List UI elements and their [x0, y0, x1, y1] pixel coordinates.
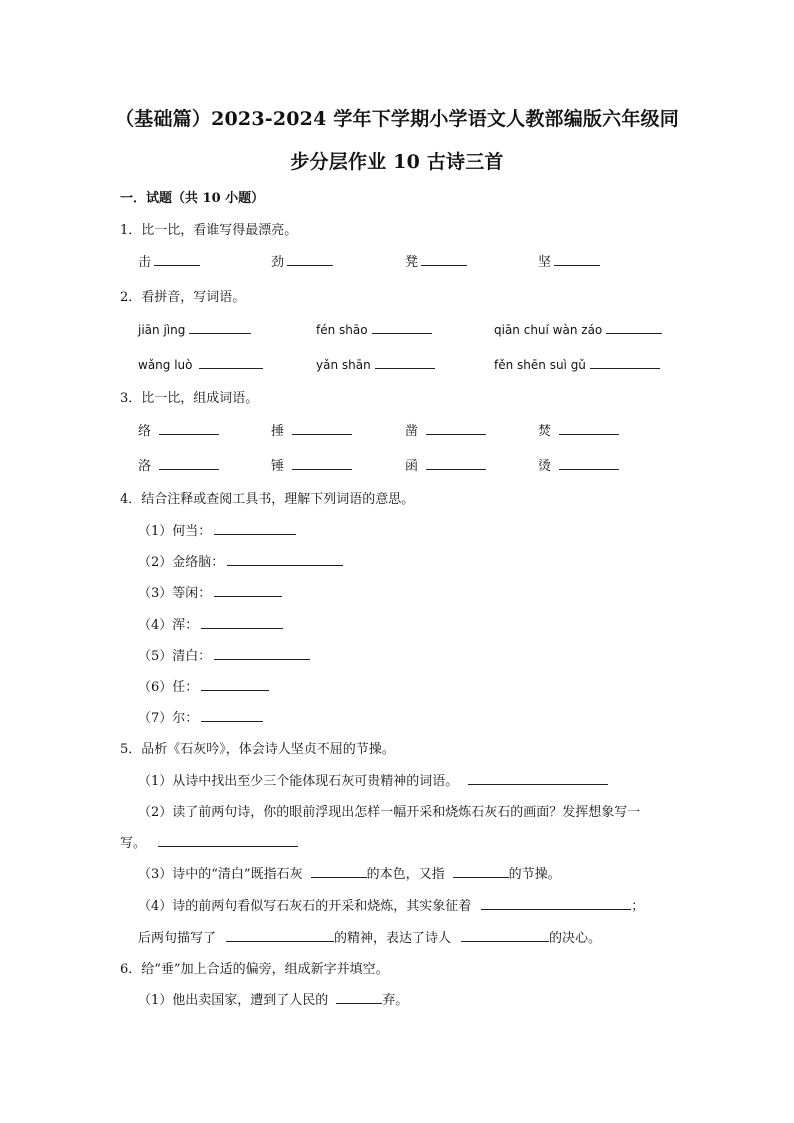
q2-pinyin: yǎn shān: [316, 358, 371, 372]
q4-sub-1: [138, 520, 296, 539]
q1-char: 坚: [538, 255, 552, 270]
q3-char: 函: [405, 459, 419, 474]
answer-blank[interactable]: [590, 354, 660, 369]
q3-item-4: [538, 420, 619, 439]
q5-sub-3-text: 的节操。: [508, 867, 561, 882]
q2-item-4: [138, 354, 263, 373]
q4-term: （1）何当：: [138, 524, 212, 539]
answer-blank[interactable]: [481, 895, 631, 910]
q5-sub-3: [138, 863, 561, 882]
q5-sub-1: [138, 770, 608, 789]
q3-char: 锤: [271, 459, 285, 474]
q5-sub-1-text: （1）从诗中找出至少三个能体现石灰可贵精神的词语。: [138, 774, 459, 789]
answer-blank[interactable]: [201, 614, 283, 629]
answer-blank[interactable]: [421, 251, 467, 266]
q2-item-2: [316, 319, 432, 338]
answer-blank[interactable]: [461, 927, 549, 942]
q5-sub-2-continuation: [120, 832, 298, 851]
q5-sub-4-text: ；: [631, 899, 645, 914]
q5-sub-2-tail: 写。: [120, 836, 147, 851]
q4-term: （2）金络脑：: [138, 555, 225, 570]
q3-item-8: [538, 455, 619, 474]
answer-blank[interactable]: [287, 251, 333, 266]
answer-blank[interactable]: [375, 354, 435, 369]
answer-blank[interactable]: [214, 582, 282, 597]
q5-sub-4-text: 后两句描写了: [138, 931, 217, 946]
q2-pinyin: qiān chuí wàn záo: [494, 323, 603, 337]
answer-blank[interactable]: [311, 863, 367, 878]
q3-char: 凿: [405, 424, 419, 439]
q2-pinyin: fěn shēn suì gǔ: [494, 358, 586, 372]
q4-term: （5）清白：: [138, 649, 212, 664]
question-5-stem: 5．品析《石灰吟》，体会诗人坚贞不屈的节操。: [120, 742, 395, 757]
q5-sub-4-continuation: [138, 927, 601, 946]
question-2-stem: 2．看拼音，写词语。: [120, 290, 246, 305]
q4-term: （4）浑：: [138, 618, 199, 633]
answer-blank[interactable]: [201, 676, 269, 691]
answer-blank[interactable]: [426, 420, 486, 435]
q6-sub-1-text: （1）他出卖国家，遭到了人民的: [138, 993, 329, 1008]
q4-sub-7: [138, 707, 263, 726]
q1-char: 击: [138, 255, 152, 270]
answer-blank[interactable]: [554, 251, 600, 266]
q5-sub-4-text: 的精神，表达了诗人: [334, 931, 452, 946]
answer-blank[interactable]: [158, 832, 298, 847]
answer-blank[interactable]: [606, 319, 662, 334]
q4-sub-2: [138, 551, 343, 570]
question-3-stem: 3．比一比，组成词语。: [120, 391, 259, 406]
q2-pinyin: jiān jìng: [138, 323, 186, 337]
q4-sub-4: [138, 614, 283, 633]
answer-blank[interactable]: [154, 251, 200, 266]
answer-blank[interactable]: [453, 863, 509, 878]
answer-blank[interactable]: [227, 551, 343, 566]
q3-item-6: [271, 455, 352, 474]
answer-blank[interactable]: [559, 455, 619, 470]
q6-sub-1: [138, 989, 408, 1008]
section-heading: 一．试题（共 10 小题）: [120, 191, 265, 206]
q5-sub-4-text: （4）诗的前两句看似写石灰石的开采和烧炼，其实象征着: [138, 899, 472, 914]
answer-blank[interactable]: [159, 420, 219, 435]
q5-sub-2-text: （2）读了前两句诗，你的眼前浮现出怎样一幅开采和烧炼石灰石的画面？发挥想象写一: [138, 805, 641, 820]
answer-blank[interactable]: [159, 455, 219, 470]
q3-char: 洛: [138, 459, 152, 474]
answer-blank[interactable]: [189, 319, 251, 334]
q1-char: 凳: [405, 255, 419, 270]
question-6-stem: 6．给“垂”加上合适的偏旁，组成新字并填空。: [120, 962, 389, 977]
document-title-line-2: 步分层作业 10 古诗三首: [290, 151, 504, 173]
q4-sub-6: [138, 676, 269, 695]
q1-item-1: [138, 251, 200, 270]
q3-item-2: [271, 420, 352, 439]
answer-blank[interactable]: [214, 645, 310, 660]
q4-sub-3: [138, 582, 282, 601]
q2-item-1: [138, 319, 251, 338]
q2-item-5: [316, 354, 435, 373]
q3-char: 焚: [538, 424, 552, 439]
question-4-stem: 4．结合注释或查阅工具书，理解下列词语的意思。: [120, 492, 415, 507]
q3-item-1: [138, 420, 219, 439]
answer-blank[interactable]: [372, 319, 432, 334]
q4-term: （6）任：: [138, 680, 199, 695]
q4-sub-5: [138, 645, 310, 664]
answer-blank[interactable]: [468, 770, 608, 785]
q3-item-5: [138, 455, 219, 474]
q3-char: 捶: [271, 424, 285, 439]
q3-char: 烫: [538, 459, 552, 474]
q5-sub-3-text: 的本色，又指: [366, 867, 445, 882]
q2-item-6: [494, 354, 660, 373]
q2-item-3: [494, 319, 662, 338]
q4-term: （3）等闲：: [138, 586, 212, 601]
q2-pinyin: wǎng luò: [138, 358, 193, 372]
answer-blank[interactable]: [201, 707, 263, 722]
document-title-line-1: （基础篇）2023-2024 学年下学期小学语文人教部编版六年级同: [115, 108, 679, 130]
question-1-stem: 1．比一比，看谁写得最漂亮。: [120, 223, 298, 238]
q1-item-4: [538, 251, 600, 270]
q3-item-7: [405, 455, 486, 474]
q1-item-2: [271, 251, 333, 270]
q1-item-3: [405, 251, 467, 270]
q1-char: 劲: [271, 255, 285, 270]
q2-pinyin: fén shāo: [316, 323, 368, 337]
answer-blank[interactable]: [559, 420, 619, 435]
answer-blank[interactable]: [214, 520, 296, 535]
answer-blank[interactable]: [226, 927, 334, 942]
q5-sub-4: [138, 895, 644, 914]
q3-item-3: [405, 420, 486, 439]
answer-blank[interactable]: [336, 989, 382, 1004]
q4-term: （7）尔：: [138, 711, 199, 726]
answer-blank[interactable]: [426, 455, 486, 470]
answer-blank[interactable]: [199, 354, 263, 369]
q6-sub-1-text: 弃。: [382, 993, 409, 1008]
answer-blank[interactable]: [292, 455, 352, 470]
answer-blank[interactable]: [292, 420, 352, 435]
q5-sub-4-text: 的决心。: [549, 931, 602, 946]
q3-char: 络: [138, 424, 152, 439]
q5-sub-3-text: （3）诗中的“清白”既指石灰: [138, 867, 303, 882]
